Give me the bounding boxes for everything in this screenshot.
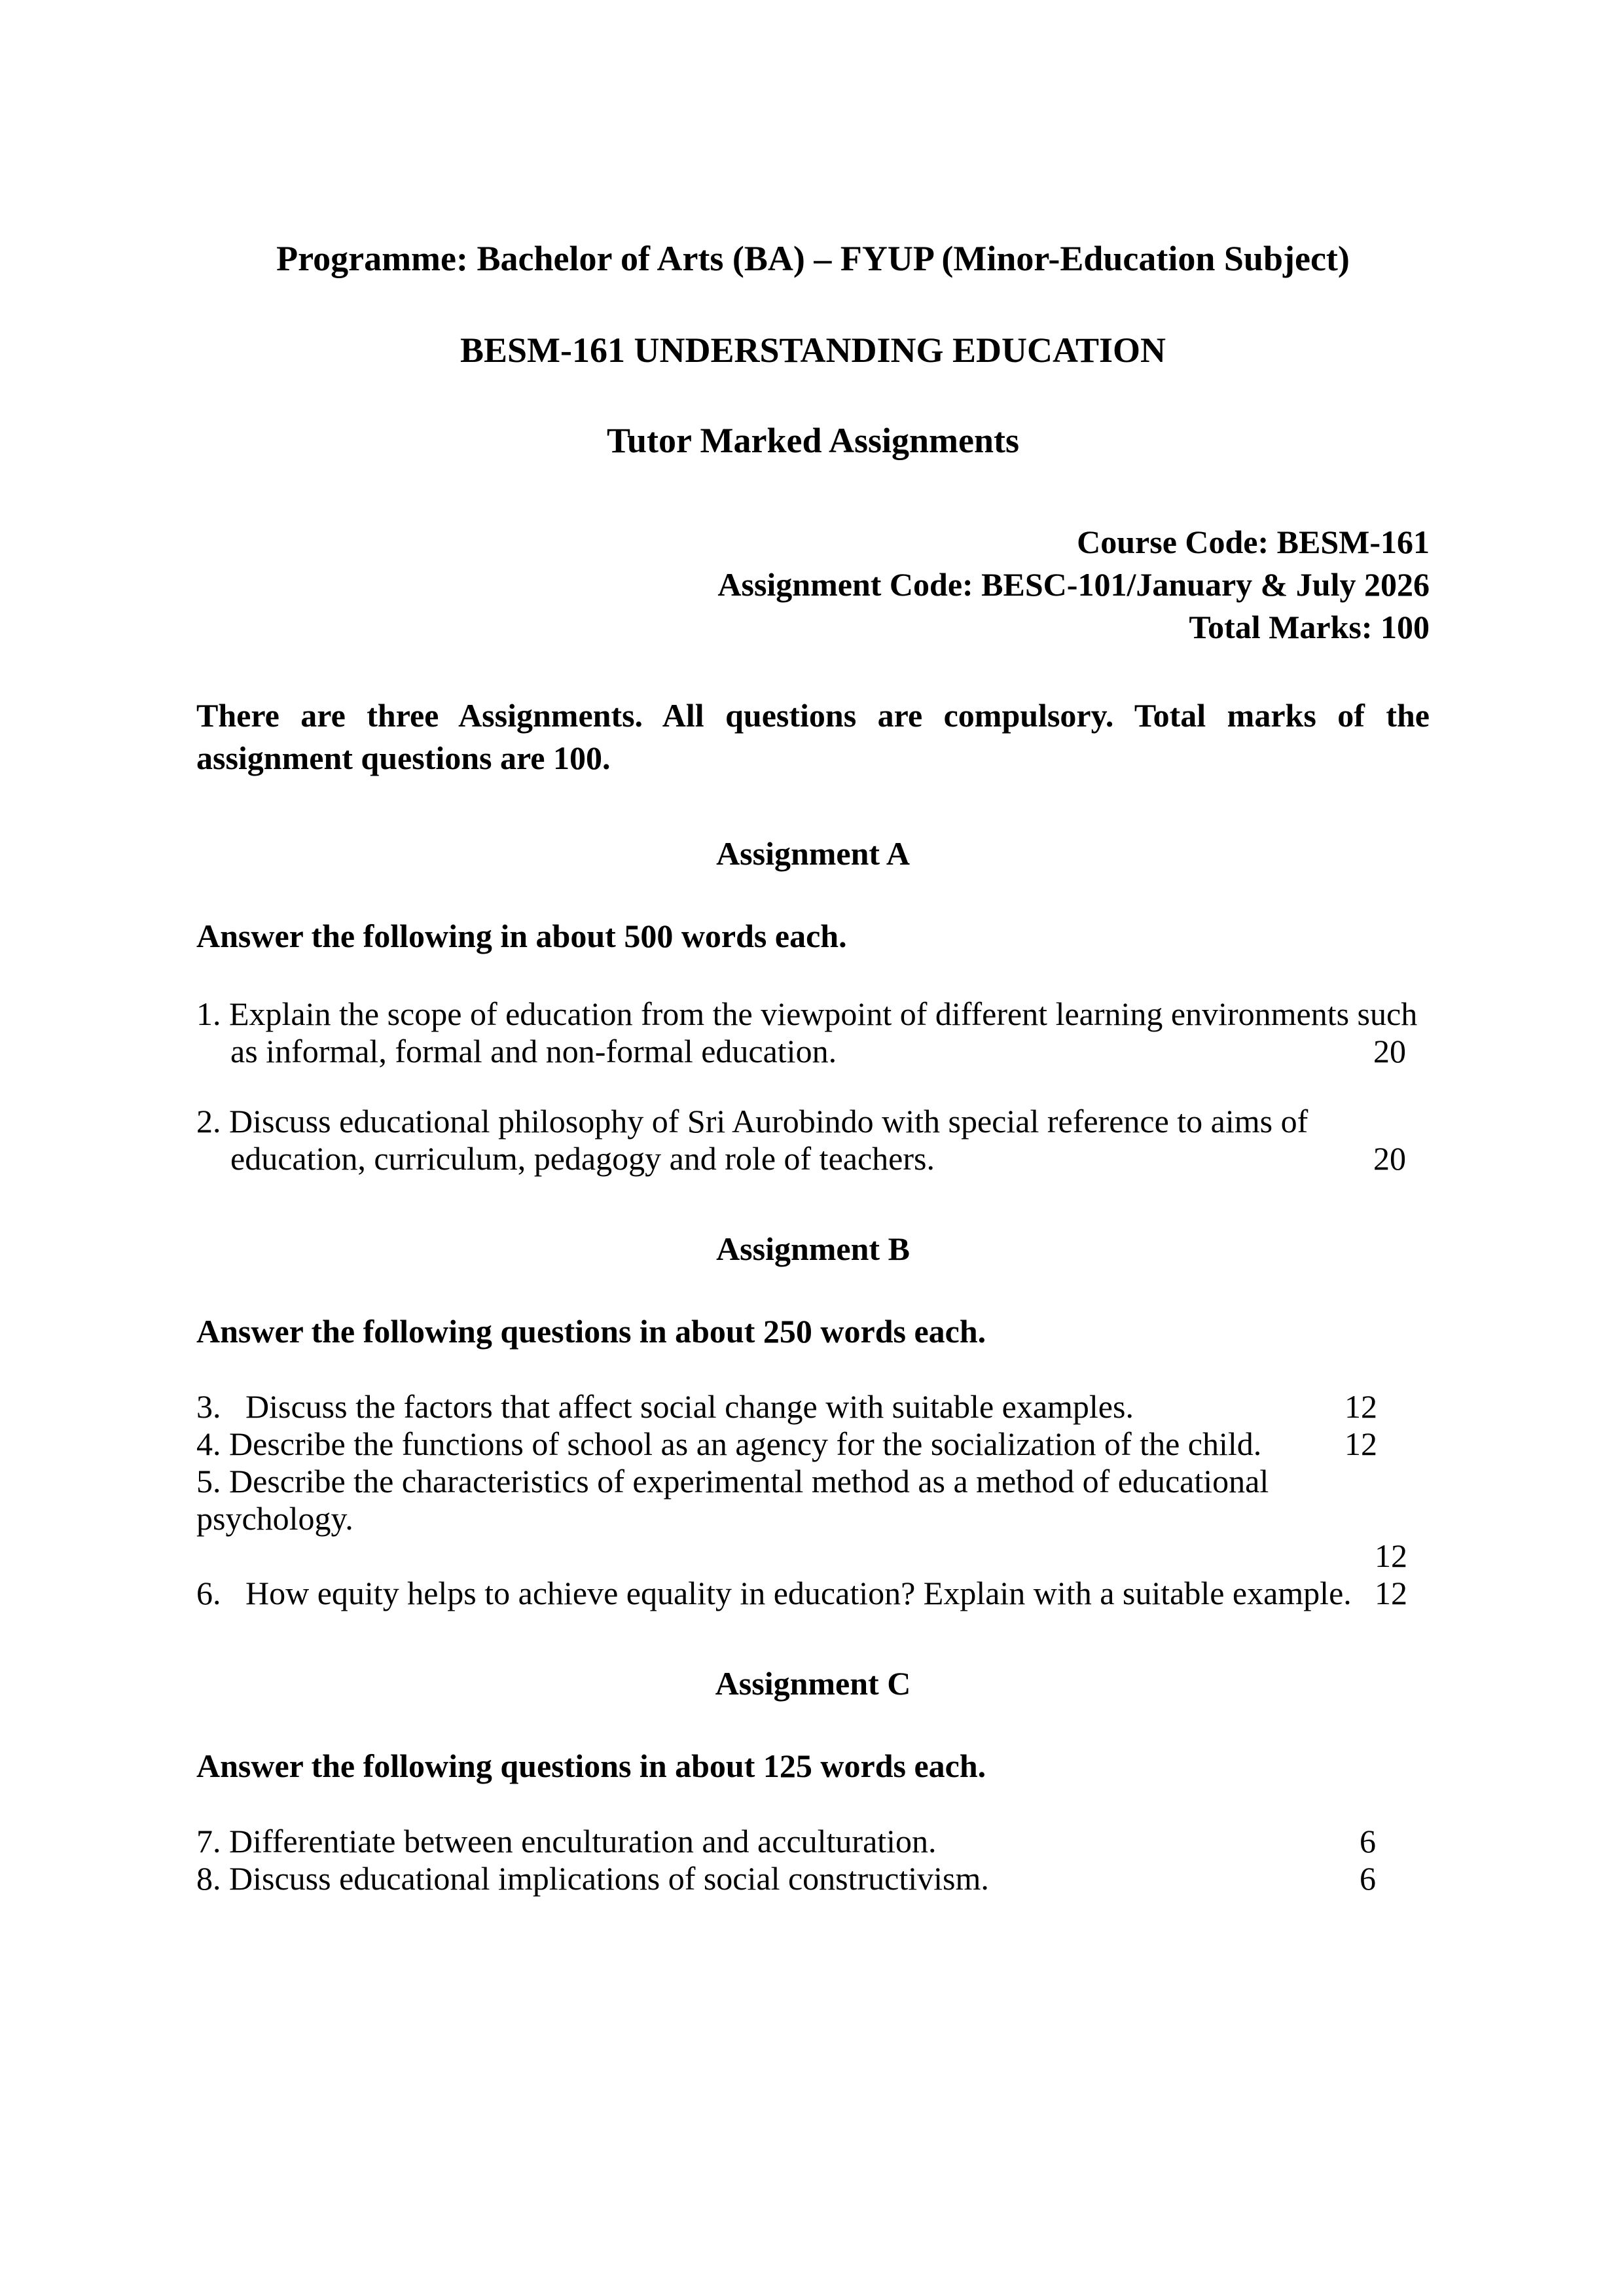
course-title: BESM-161 UNDERSTANDING EDUCATION xyxy=(460,331,1166,370)
question-number: 6. xyxy=(196,1575,221,1611)
question-number: 7. xyxy=(196,1823,221,1859)
question-marks: 12 xyxy=(1344,1426,1377,1462)
section-lead-a: Answer the following in about 500 words each. xyxy=(196,918,847,954)
question-item xyxy=(196,1860,1430,1897)
question-number: 4. xyxy=(196,1426,221,1462)
question-list-a xyxy=(196,996,1430,1177)
course-code-line: Course Code: BESM-161 xyxy=(1077,524,1430,560)
question-text: Describe the functions of school as an agency for the socialization of the child. xyxy=(229,1426,1262,1462)
question-item: 2. Discuss educational philosophy of Sri Aurobindo with special reference to aims of education, curriculum, pedagogy and role of teachers. 20 xyxy=(196,1103,1406,1177)
question-marks: 6 xyxy=(1360,1823,1376,1859)
question-text: Describe the characteristics of experimental method as a method of educational psychology. xyxy=(196,1463,1269,1537)
question-number: 3. xyxy=(196,1388,221,1425)
section-heading-b: Assignment B xyxy=(716,1230,910,1267)
question-item xyxy=(196,1575,1430,1612)
question-text: Discuss educational implications of social constructivism. xyxy=(229,1860,989,1897)
assignment-code-line: Assignment Code: BESC-101/January & July 2026 xyxy=(717,566,1430,603)
question-item xyxy=(196,1463,1430,1575)
question-marks: 12 xyxy=(1375,1537,1407,1574)
question-number: 1. xyxy=(196,996,221,1032)
question-number: 5. xyxy=(196,1463,221,1499)
question-number: 2. xyxy=(196,1103,221,1139)
question-text: Discuss the factors that affect social change with suitable examples. xyxy=(245,1388,1134,1425)
question-number: 8. xyxy=(196,1860,221,1897)
question-text: Differentiate between enculturation and acculturation. xyxy=(229,1823,937,1859)
question-item: 1. Explain the scope of education from the viewpoint of different learning environments such as informal, formal and non-formal education. 20 xyxy=(196,996,1418,1069)
assignment-meta-block xyxy=(196,521,1430,649)
instructions-paragraph: There are three Assignments. All questions are compulsory. Total marks of the assignment questions are 100. xyxy=(196,697,1430,776)
question-list-b xyxy=(196,1388,1430,1612)
question-item xyxy=(196,1823,1430,1860)
section-lead-c: Answer the following questions in about 125 words each. xyxy=(196,1748,986,1784)
question-list-c xyxy=(196,1823,1430,1897)
question-text: Explain the scope of education from the viewpoint of different learning environments such as informal, formal and non-formal education. xyxy=(229,996,1418,1069)
programme-title: Programme: Bachelor of Arts (BA) – FYUP (Minor-Education Subject) xyxy=(276,239,1350,278)
total-marks-line: Total Marks: 100 xyxy=(1189,609,1430,645)
section-heading-a: Assignment A xyxy=(716,835,910,872)
question-item xyxy=(196,1388,1430,1426)
question-marks: 12 xyxy=(1344,1388,1377,1425)
question-text: How equity helps to achieve equality in education? Explain with a suitable example. xyxy=(245,1575,1352,1611)
question-text: Discuss educational philosophy of Sri Aurobindo with special reference to aims of education, curriculum, pedagogy and role of teachers. xyxy=(229,1103,1308,1177)
question-marks: 12 xyxy=(1375,1575,1407,1611)
document-type-title: Tutor Marked Assignments xyxy=(606,421,1020,460)
section-heading-c: Assignment C xyxy=(715,1665,911,1702)
page-content xyxy=(196,0,1430,1897)
section-lead-b: Answer the following questions in about 250 words each. xyxy=(196,1313,986,1350)
question-marks: 6 xyxy=(1360,1860,1376,1897)
question-item xyxy=(196,1426,1430,1463)
